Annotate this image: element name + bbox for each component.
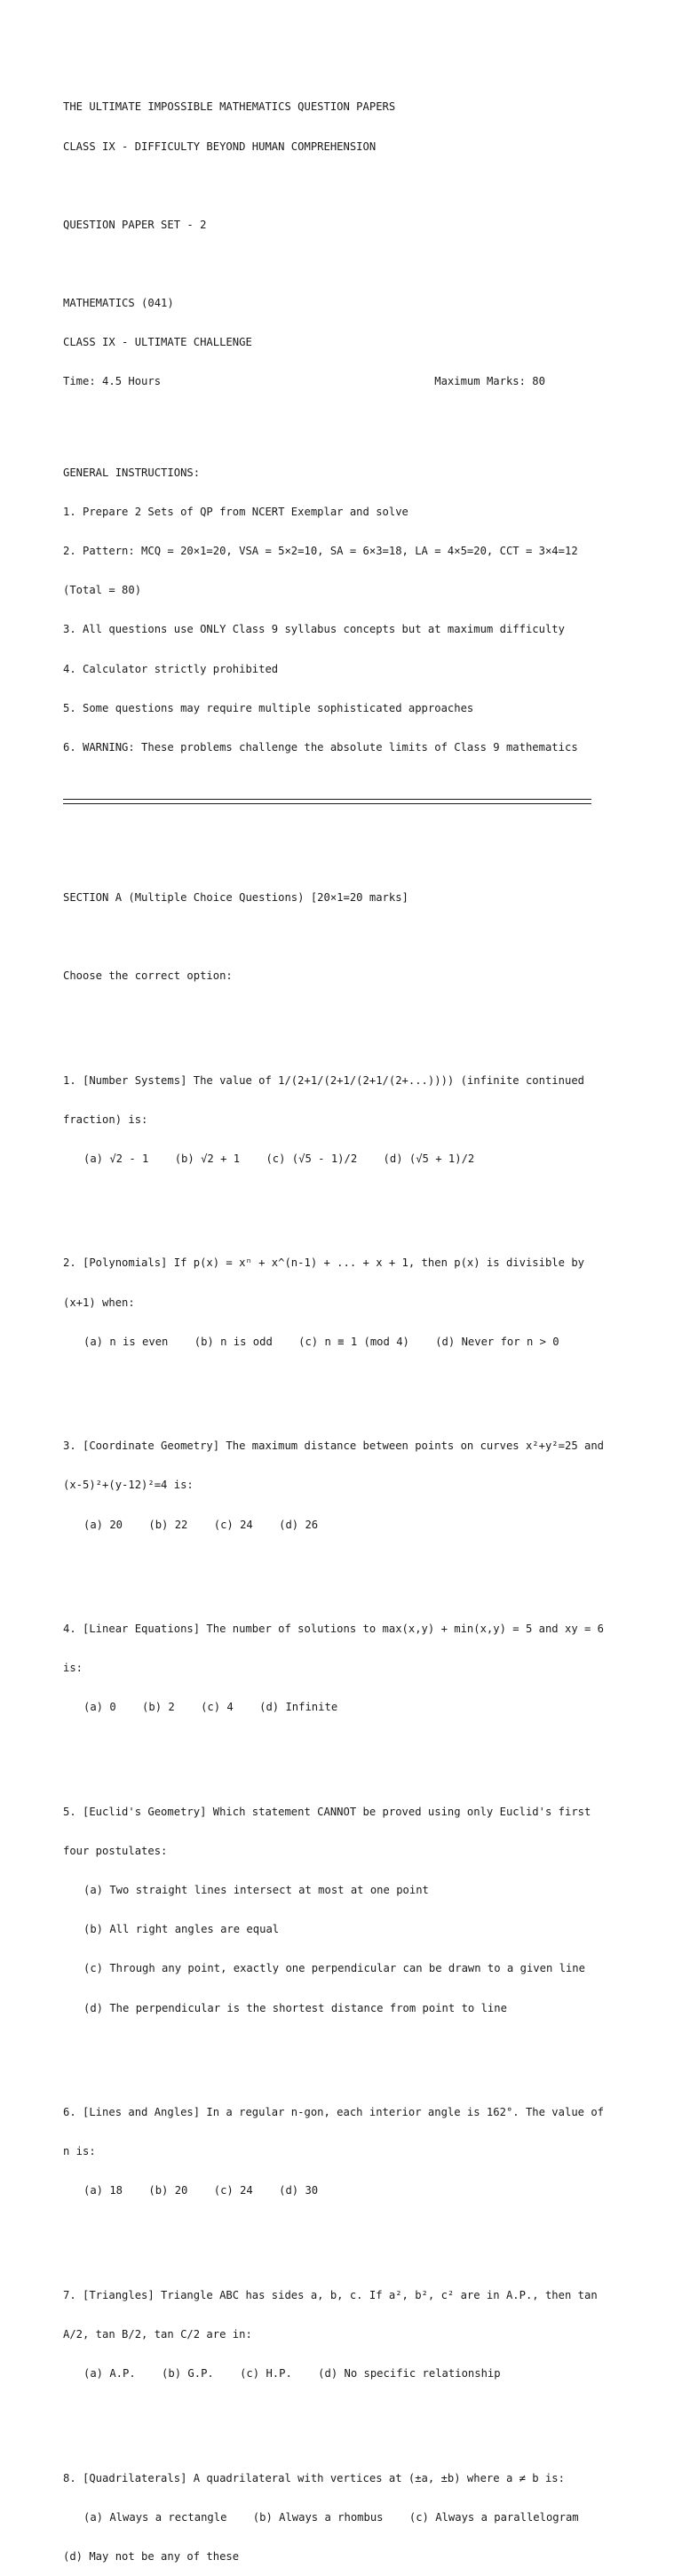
- max-marks-label: Maximum Marks: 80: [434, 375, 545, 388]
- instruction-item: 4. Calculator strictly prohibited: [63, 662, 279, 675]
- question-text-cont: four postulates:: [63, 1845, 168, 1858]
- question-option: (c) Through any point, exactly one perpendicular can be drawn to a given line: [83, 1962, 585, 1975]
- question-options: (a) A.P. (b) G.P. (c) H.P. (d) No specific relationship: [83, 2367, 501, 2381]
- instructions-heading: GENERAL INSTRUCTIONS:: [63, 467, 201, 480]
- question-text: 6. [Lines and Angles] In a regular n-gon, each interior angle is 162°. The value of: [63, 2106, 605, 2119]
- question-text-cont: (x-5)²+(y-12)²=4 is:: [63, 1479, 194, 1492]
- subject-label: MATHEMATICS (041): [63, 296, 174, 309]
- question-text: 7. [Triangles] Triangle ABC has sides a, b, c. If a², b², c² are in A.P., then tan: [63, 2288, 598, 2301]
- question-options: (a) Always a rectangle (b) Always a rhombus (c) Always a parallelogram: [83, 2510, 579, 2524]
- question-options: (a) n is even (b) n is odd (c) n ≡ 1 (mod 4) (d) Never for n > 0: [83, 1335, 559, 1348]
- instruction-item: 3. All questions use ONLY Class 9 syllabus concepts but at maximum difficulty: [63, 623, 565, 636]
- paper-title: THE ULTIMATE IMPOSSIBLE MATHEMATICS QUESTION PAPERS: [63, 100, 396, 114]
- instruction-item: 1. Prepare 2 Sets of QP from NCERT Exemplar and solve: [63, 506, 408, 519]
- question-options: (a) 0 (b) 2 (c) 4 (d) Infinite: [83, 1701, 338, 1714]
- section-prompt: Choose the correct option:: [63, 969, 233, 983]
- time-label: Time: 4.5 Hours: [63, 375, 162, 388]
- instruction-item: 5. Some questions may require multiple sophisticated approaches: [63, 701, 474, 714]
- question-options: (a) √2 - 1 (b) √2 + 1 (c) (√5 - 1)/2 (d) (√5 + 1)/2: [83, 1152, 475, 1165]
- double-rule-divider: [63, 799, 591, 804]
- question-text: 4. [Linear Equations] The number of solutions to max(x,y) + min(x,y) = 5 and xy = 6: [63, 1623, 605, 1636]
- time-marks-row: [63, 375, 646, 388]
- question-option: (b) All right angles are equal: [83, 1923, 280, 1936]
- question-text: 5. [Euclid's Geometry] Which statement CANNOT be proved using only Euclid's first: [63, 1805, 591, 1818]
- question-text: 8. [Quadrilaterals] A quadrilateral with vertices at (±a, ±b) where a ≠ b is:: [63, 2471, 565, 2484]
- set-label: QUESTION PAPER SET - 2: [63, 218, 207, 231]
- question-text: 2. [Polynomials] If p(x) = xⁿ + x^(n-1) + ... + x + 1, then p(x) is divisible by: [63, 1256, 584, 1270]
- question-text-cont: A/2, tan B/2, tan C/2 are in:: [63, 2328, 252, 2341]
- question-text: 3. [Coordinate Geometry] The maximum distance between points on curves x²+y²=25 and: [63, 1440, 605, 1453]
- question-option: (d) The perpendicular is the shortest distance from point to line: [83, 2001, 507, 2014]
- section-title: SECTION A (Multiple Choice Questions) [20×1=20 marks]: [63, 890, 408, 904]
- instruction-item: 2. Pattern: MCQ = 20×1=20, VSA = 5×2=10, SA = 6×3=18, LA = 4×5=20, CCT = 3×4=12: [63, 545, 578, 558]
- question-text-cont: is:: [63, 1662, 83, 1675]
- question-text: 1. [Number Systems] The value of 1/(2+1/(2+1/(2+1/(2+...)))) (infinite continued: [63, 1073, 584, 1087]
- question-option: (a) Two straight lines intersect at most at one point: [83, 1884, 429, 1897]
- question-options-wrap: (d) May not be any of these: [63, 2549, 240, 2563]
- question-options: (a) 18 (b) 20 (c) 24 (d) 30: [83, 2184, 319, 2197]
- instruction-item: (Total = 80): [63, 584, 142, 597]
- class-label: CLASS IX - ULTIMATE CHALLENGE: [63, 336, 252, 349]
- question-text-cont: (x+1) when:: [63, 1296, 135, 1309]
- instruction-item: 6. WARNING: These problems challenge the absolute limits of Class 9 mathematics: [63, 740, 578, 754]
- paper-subtitle: CLASS IX - DIFFICULTY BEYOND HUMAN COMPREHENSION: [63, 140, 377, 153]
- question-text-cont: n is:: [63, 2145, 96, 2158]
- question-options: (a) 20 (b) 22 (c) 24 (d) 26: [83, 1518, 319, 1531]
- question-text-cont: fraction) is:: [63, 1113, 148, 1126]
